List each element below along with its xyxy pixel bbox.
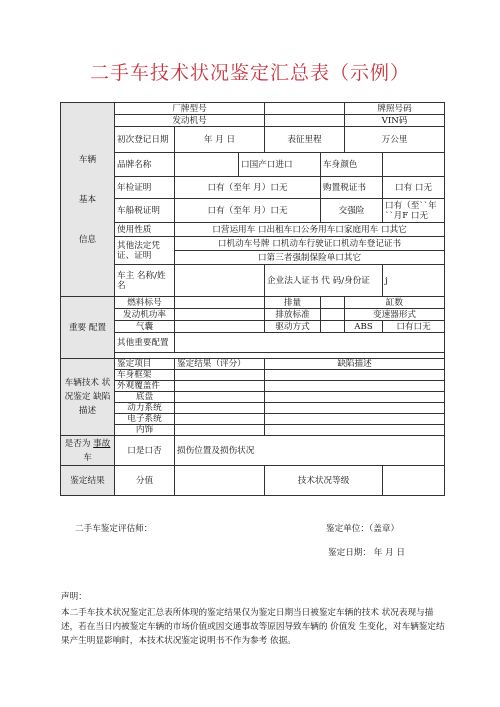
fuel-label: 燃料标号 [115,297,175,309]
vin-label: VIN码 [345,115,445,127]
abs-value: 口有口无 [383,321,445,333]
tech-item: 动力系统 [115,403,175,414]
owner-id-mark: j [383,265,445,297]
tech-item: 内饰 [115,425,175,436]
abs-label: ABS [345,321,383,333]
page-title: 二手车技术状况鉴定汇总表（示例） [89,62,410,84]
first-reg-label: 初次登记日期 [115,127,175,153]
other-docs-label: 其他法定凭 证、证明 [115,237,175,265]
tech-head-defect: 缺陷描述 [265,359,445,370]
owner-id-label: 企业法人证书 代 码/身份证 [265,265,383,297]
vessel-tax-value: 口有（至年 月）口无 [175,199,321,223]
brand-model-label: 厂牌型号 [115,103,265,115]
tech-item: 外观覆盖件 [115,381,175,392]
airbag-label: 气囊 [115,321,175,333]
tech-item: 电子系统 [115,414,175,425]
appraisal-unit-label: 鉴定单位：（盖章） [326,524,400,534]
tech-head-result: 鉴定结果（评分） [175,359,265,370]
tech-head-item: 鉴定项目 [115,359,175,370]
accident-detail: 损伤位置及损伤状况 [175,436,445,466]
tech-item: 底盘 [115,392,175,403]
section-tech: 车辆技术 状 况鉴定 缺陷 描述 [61,359,115,436]
appraisal-date-label: 鉴定日期： 年 月 日 [328,548,405,558]
first-reg-value: 年 月 日 [175,127,265,153]
annual-cert-value: 口有（至年 月）口无 [175,177,321,199]
vessel-tax-label: 车船税证明 [115,199,175,223]
statement [61,590,446,648]
purchase-tax-label: 购置税证书 [321,177,383,199]
power-label: 发动机功率 [115,309,175,321]
section-config: 重要 配置 [61,297,115,359]
compulsory-ins-value: 口有（至``年``月F 口无 [383,199,445,223]
tech-item: 车身框架 [115,370,175,381]
usage-value: 口营运用车 口出租车口公务用车口家庭用车 口其它 [175,223,445,237]
usage-label: 使用性质 [115,223,175,237]
section-accident: 是否为 事故 车 [61,436,115,466]
annual-cert-label: 年检证明 [115,177,175,199]
odometer-value: 万公里 [345,127,445,153]
appraiser-label: 二手车鉴定评估师： [75,524,153,534]
odometer-label: 表征里程 [265,127,345,153]
purchase-tax-value: 口有 口无 [383,177,445,199]
statement-body: 本二手车技术状况鉴定汇总表所体现的鉴定结果仅为鉴定日期当日被鉴定车辆的技术 状况表现与描述，若在当日内被鉴定车辆的市场价值或因交通事故等原因导致车辆的 价值发 生变化，对车辆鉴定结果产生明显影响时，本技术状况鉴定说明书不作为参考 依据。 [61,608,445,646]
result-score: 分值 [115,466,175,496]
compulsory-ins-label: 交强险 [321,199,383,223]
engine-no-label: 发动机号 [115,115,265,127]
cylinders-label: 缸数 [345,297,445,309]
displacement-label: 排量 [265,297,321,309]
other-docs-line2: 口第三者强制保险单口其它 [175,251,445,265]
origin-checkbox: 口国产口进口 [239,153,321,177]
section-vehicle-info: 车辆 基本 信息 [61,103,115,297]
other-config-label: 其他重要配置 [115,333,175,353]
emission-label: 排放标准 [265,309,321,321]
appraisal-table [60,102,445,496]
accident-value: 口是口否 [115,436,175,466]
section-result: 鉴定结果 [61,466,115,496]
owner-label: 车主 名称/姓名 [115,265,175,297]
brand-name-label: 品牌名称 [115,153,175,177]
body-color-label: 车身颜色 [321,153,383,177]
result-grade: 技术状况等级 [265,466,383,496]
other-docs-line1: 口机动车号牌 口机动车行驶证口机动车登记证书 [175,237,445,251]
gearbox-label: 变速器形式 [345,309,445,321]
statement-heading: 声明： [61,592,87,602]
plate-no-label: 牌照号码 [345,103,445,115]
drive-label: 驱动方式 [265,321,321,333]
